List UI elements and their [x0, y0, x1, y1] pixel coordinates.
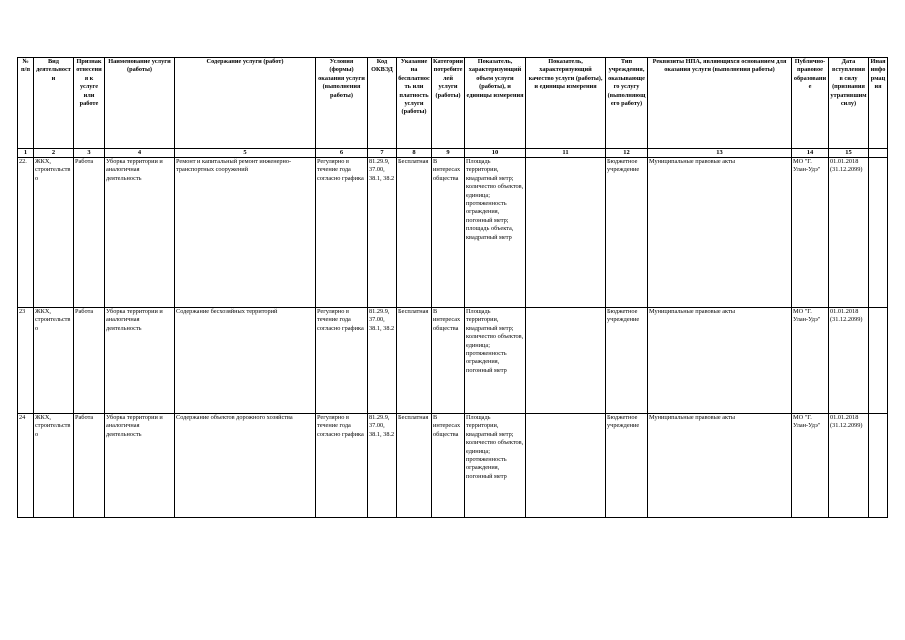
- header-quality: Показатель, характеризующий качество услуги (работы), и единицы измерения: [526, 58, 606, 149]
- cell-public-entity: МО "Г. Улан-Удэ": [792, 308, 829, 414]
- cell-conditions: Регулярно в течение года согласно графика: [316, 414, 368, 518]
- cell-consumers: В интересах общества: [432, 308, 465, 414]
- column-number: 3: [74, 149, 105, 158]
- cell-conditions: Регулярно в течение года согласно графика: [316, 308, 368, 414]
- cell-institution-type: Бюджетное учреждение: [606, 158, 648, 308]
- header-activity: Вид деятельности: [34, 58, 74, 149]
- row-number: 23: [18, 308, 34, 414]
- column-number: 4: [105, 149, 175, 158]
- column-number: 6: [316, 149, 368, 158]
- cell-content: Ремонт и капитальный ремонт инженерно-транспортных сооружений: [175, 158, 316, 308]
- column-number: 5: [175, 149, 316, 158]
- column-number: 2: [34, 149, 74, 158]
- header-name: Наименование услуги (работы): [105, 58, 175, 149]
- cell-effective-date: 01.01.2018 (31.12.2099): [829, 414, 869, 518]
- cell-activity: ЖКХ, строительство: [34, 158, 74, 308]
- cell-npa: Муниципальные правовые акты: [648, 414, 792, 518]
- cell-content: Содержание бесхозяйных территорий: [175, 308, 316, 414]
- cell-volume-indicator: Площадь территории, квадратный метр; количество объектов, единица; протяженность ограждения, погонный метр; площадь объекта, квадратный метр: [465, 158, 526, 308]
- cell-quality-indicator: [526, 308, 606, 414]
- row-number: 22.: [18, 158, 34, 308]
- header-conditions: Условия (формы) оказания услуги (выполнения работы): [316, 58, 368, 149]
- cell-service-name: Уборка территории и аналогичная деятельность: [105, 158, 175, 308]
- cell-quality-indicator: [526, 158, 606, 308]
- cell-payment: Бесплатная: [397, 308, 432, 414]
- column-number: 1: [18, 149, 34, 158]
- header-row: [18, 58, 888, 149]
- table-row: [18, 308, 888, 414]
- cell-activity: ЖКХ, строительство: [34, 414, 74, 518]
- header-num: № п/п: [18, 58, 34, 149]
- cell-institution-type: Бюджетное учреждение: [606, 308, 648, 414]
- cell-effective-date: 01.01.2018 (31.12.2099): [829, 158, 869, 308]
- cell-conditions: Регулярно в течение года согласно графика: [316, 158, 368, 308]
- cell-other-info: [869, 158, 888, 308]
- cell-activity: ЖКХ, строительство: [34, 308, 74, 414]
- header-other: Иная информация: [869, 58, 888, 149]
- cell-sign: Работа: [74, 308, 105, 414]
- table-row: [18, 158, 888, 308]
- column-number-empty: [869, 149, 888, 158]
- header-okved: Код ОКВЭД: [368, 58, 397, 149]
- header-volume: Показатель, характеризующий объем услуги (работы), и единицы измерения: [465, 58, 526, 149]
- cell-okved: 81.29.9, 37.00, 38.1, 38.2: [368, 308, 397, 414]
- column-number: 7: [368, 149, 397, 158]
- cell-payment: Бесплатная: [397, 414, 432, 518]
- column-number: 15: [829, 149, 869, 158]
- column-number: 9: [432, 149, 465, 158]
- row-number: 24: [18, 414, 34, 518]
- cell-okved: 81.29.9, 37.00, 38.1, 38.2: [368, 414, 397, 518]
- cell-institution-type: Бюджетное учреждение: [606, 414, 648, 518]
- cell-service-name: Уборка территории и аналогичная деятельность: [105, 308, 175, 414]
- header-entity: Публично-правовое образование: [792, 58, 829, 149]
- column-number: 12: [606, 149, 648, 158]
- cell-sign: Работа: [74, 414, 105, 518]
- cell-quality-indicator: [526, 414, 606, 518]
- header-content: Содержание услуги (работ): [175, 58, 316, 149]
- cell-consumers: В интересах общества: [432, 158, 465, 308]
- column-number-row: [18, 149, 888, 158]
- header-date: Дата вступления в силу (признания утратившим силу): [829, 58, 869, 149]
- header-sign: Признак отнесения к услуге или работе: [74, 58, 105, 149]
- header-consumers: Категории потребителей услуги (работы): [432, 58, 465, 149]
- cell-other-info: [869, 308, 888, 414]
- cell-volume-indicator: Площадь территории, квадратный метр; количество объектов, единица; протяженность ограждения, погонный метр: [465, 414, 526, 518]
- header-payment: Указание на бесплатность или платность услуги (работы): [397, 58, 432, 149]
- column-number: 11: [526, 149, 606, 158]
- cell-public-entity: МО "Г. Улан-Удэ": [792, 158, 829, 308]
- column-number: 10: [465, 149, 526, 158]
- cell-content: Содержание объектов дорожного хозяйства: [175, 414, 316, 518]
- cell-volume-indicator: Площадь территории, квадратный метр; количество объектов, единица; протяженность ограждения, погонный метр: [465, 308, 526, 414]
- cell-service-name: Уборка территории и аналогичная деятельность: [105, 414, 175, 518]
- cell-payment: Бесплатная: [397, 158, 432, 308]
- table-row: [18, 414, 888, 518]
- header-npa: Реквизиты НПА, являющихся основанием для оказания услуги (выполнения работы): [648, 58, 792, 149]
- header-inst-type: Тип учреждения, оказывающего услугу (выполняющего работу): [606, 58, 648, 149]
- cell-okved: 81.29.9, 37.00, 38.1, 38.2: [368, 158, 397, 308]
- cell-public-entity: МО "Г. Улан-Удэ": [792, 414, 829, 518]
- cell-npa: Муниципальные правовые акты: [648, 158, 792, 308]
- column-number: 13: [648, 149, 792, 158]
- services-registry-table: [17, 57, 888, 518]
- column-number: 14: [792, 149, 829, 158]
- cell-effective-date: 01.01.2018 (31.12.2099): [829, 308, 869, 414]
- cell-sign: Работа: [74, 158, 105, 308]
- cell-npa: Муниципальные правовые акты: [648, 308, 792, 414]
- cell-other-info: [869, 414, 888, 518]
- cell-consumers: В интересах общества: [432, 414, 465, 518]
- column-number: 8: [397, 149, 432, 158]
